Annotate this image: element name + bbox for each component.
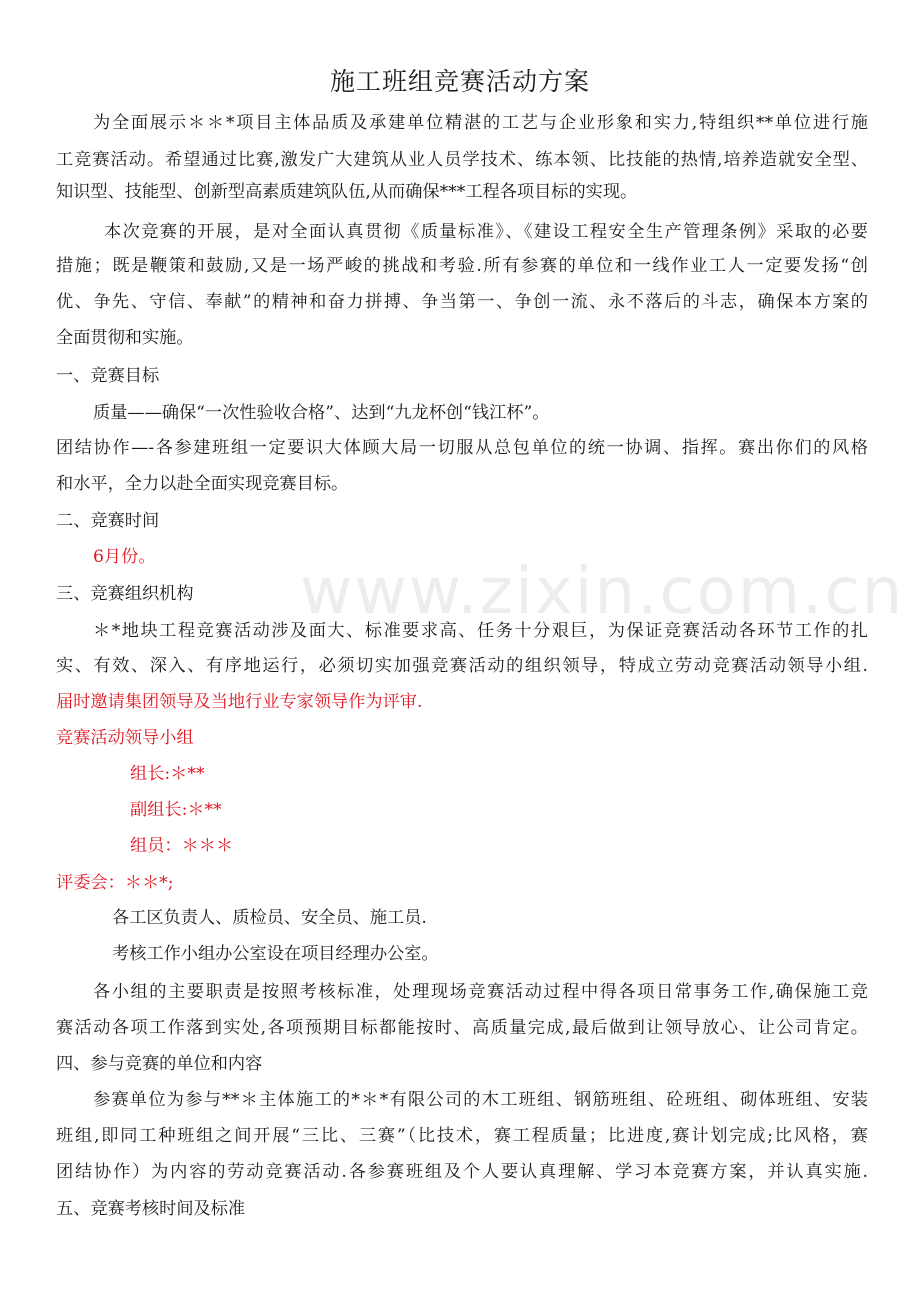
paragraph-line: 优、争先、守信、奉献”的精神和奋力拼搏、争当第一、争创一流、永不落后的斗志，确保本方案的 <box>56 292 868 312</box>
paragraph-line: 和水平，全力以赴全面实现竞赛目标。 <box>56 474 349 494</box>
paragraph-line: 团结协作—-各参建班组一定要识大体顾大局一切服从总包单位的统一协调、指挥。赛出你们的风格 <box>56 438 868 458</box>
section-heading: 五、竞赛考核时间及标准 <box>56 1199 246 1219</box>
document-title: 施工班组竞赛活动方案 <box>329 67 590 96</box>
paragraph-line: 参赛单位为参与**＊主体施工的*＊*有限公司的木工班组、钢筋班组、砼班组、砌体班组、安装 <box>93 1090 868 1110</box>
competition-time: 6月份。 <box>93 547 156 567</box>
paragraph-line: 为全面展示＊＊*项目主体品质及承建单位精湛的工艺与企业形象和实力,特组织**单位进行施 <box>93 113 868 133</box>
paragraph-line: 实、有效、深入、有序地运行，必须切实加强竞赛活动的组织领导，特成立劳动竞赛活动领导小组. <box>56 656 868 676</box>
paragraph-line: 届时邀请集团领导及当地行业专家领导作为评审. <box>56 692 423 712</box>
leader-entry: 组长:＊** <box>130 764 205 784</box>
paragraph-line: 团结协作）为内容的劳动竞赛活动.各参赛班组及个人要认真理解、学习本竞赛方案，并认真实施. <box>56 1162 868 1182</box>
section-heading: 三、竞赛组织机构 <box>56 584 194 604</box>
paragraph-line: 各小组的主要职责是按照考核标准，处理现场竞赛活动过程中得各项日常事务工作,确保施工竞 <box>93 982 868 1002</box>
paragraph-line: 知识型、技能型、创新型高素质建筑队伍,从而确保***工程各项目标的实现。 <box>56 182 638 202</box>
section-heading: 二、竞赛时间 <box>56 511 160 531</box>
paragraph-line: ＊*地块工程竞赛活动涉及面大、标准要求高、任务十分艰巨，为保证竞赛活动各环节工作的扎 <box>93 621 868 641</box>
paragraph-line: 班组,即同工种班组之间开展“三比、三赛”（比技术，赛工程质量；比进度,赛计划完成;比风格，赛 <box>56 1126 868 1146</box>
vice-leader-entry: 副组长:＊** <box>130 800 222 820</box>
paragraph-line: 措施；既是鞭策和鼓励,又是一场严峻的挑战和考验.所有参赛的单位和一线作业工人一定要发扬“创 <box>56 256 868 276</box>
paragraph-line: 考核工作小组办公室设在项目经理办公室。 <box>112 944 439 964</box>
paragraph-line: 各工区负责人、质检员、安全员、施工员. <box>112 908 427 928</box>
paragraph-line: 质量——确保“一次性验收合格”、达到“九龙杯创“钱江杯”。 <box>93 403 550 423</box>
paragraph-line: 本次竞赛的开展，是对全面认真贯彻《质量标准》、《建设工程安全生产管理条例》采取的必要 <box>104 222 868 242</box>
jury-entry: 评委会：＊＊*; <box>56 873 174 893</box>
watermark: www.zixin.com.cn <box>300 555 905 629</box>
member-entry: 组员：＊＊＊ <box>130 836 234 856</box>
section-heading: 一、竞赛目标 <box>56 366 160 386</box>
paragraph-line: 工竞赛活动。希望通过比赛,激发广大建筑从业人员学技术、练本领、比技能的热情,培养造就安全型、 <box>56 150 868 170</box>
group-heading: 竞赛活动领导小组 <box>56 728 194 748</box>
section-heading: 四、参与竞赛的单位和内容 <box>56 1054 263 1074</box>
paragraph-line: 全面贯彻和实施。 <box>56 328 194 348</box>
paragraph-line: 赛活动各项工作落到实处,各项预期目标都能按时、高质量完成,最后做到让领导放心、让公司肯定。 <box>56 1018 868 1038</box>
